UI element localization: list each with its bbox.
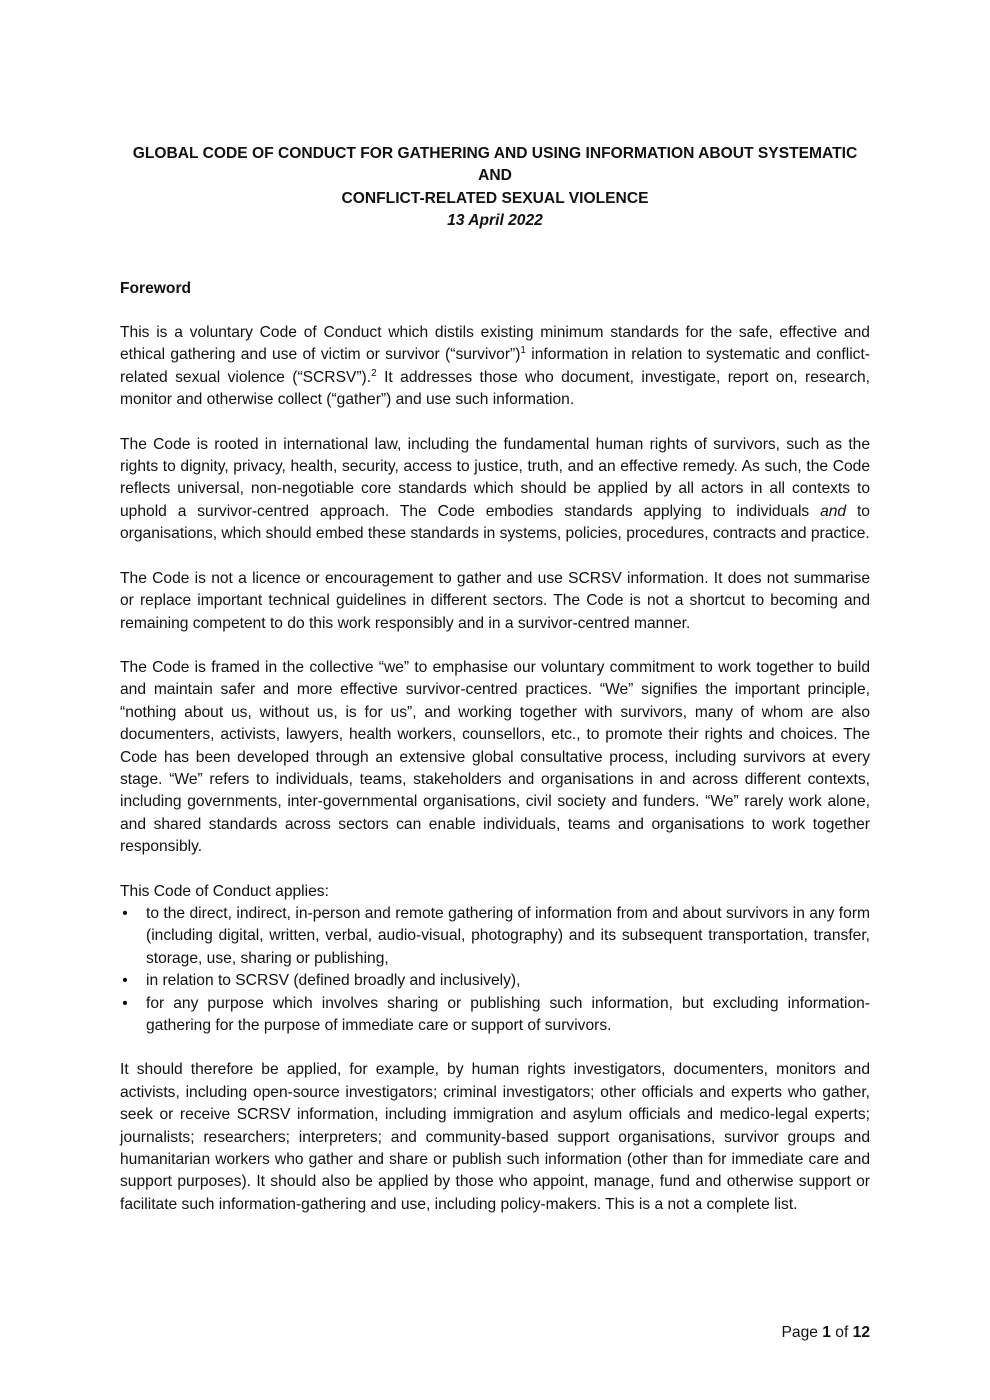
paragraph-2-part-a: The Code is rooted in international law, including the fundamental human rights of survivors, such as the rights to dignity, privacy, health, security, access to justice, truth, and an effective remedy. As such, the Code reflects universal, non-negotiable core standards which should be applied by all actors in all contexts to uphold a survivor-centred approach. The Code embodies standards applying to individuals xyxy=(120,435,870,520)
list-item xyxy=(122,993,870,1038)
page-number-middle: of xyxy=(830,1324,853,1341)
paragraph-5: It should therefore be applied, for example, by human rights investigators, documenters, monitors and activists, including open-source investigators; criminal investigators; other officials and experts who gather, seek or receive SCRSV information, including immigration and asylum officials and medico-legal experts; journalists; researchers; interpreters; and community-based support organisations, survivor groups and humanitarian workers who gather and share or publish such information (other than for immediate care and support purposes). It should also be applied by those who appoint, manage, fund and otherwise support or facilitate such information-gathering and use, including policy-makers. This is a not a complete list. xyxy=(120,1061,870,1213)
paragraph-1 xyxy=(120,322,870,412)
list-item xyxy=(122,970,870,992)
page-number-prefix: Page xyxy=(781,1324,823,1341)
document-page xyxy=(120,143,870,1238)
paragraph-2-emphasis: and xyxy=(820,502,847,520)
paragraph-2-part-b: to organisations, which should embed these standards in systems, policies, procedures, contracts and practice. xyxy=(120,502,870,543)
applies-lead: This Code of Conduct applies: xyxy=(120,882,329,900)
page-number-total: 12 xyxy=(852,1324,870,1341)
document-date: 13 April 2022 xyxy=(447,212,543,230)
paragraph-3: The Code is not a licence or encouragement to gather and use SCRSV information. It does not summarise or replace important technical guidelines in different sectors. The Code is not a shortcut to becoming and remaining competent to do this work responsibly and in a survivor-centred manner. xyxy=(120,569,870,632)
paragraph-1-part-b: information in relation to systematic and conflict-related sexual violence (“SCRSV”). xyxy=(120,346,870,386)
bullet-icon: • xyxy=(122,972,128,990)
list-item-text: in relation to SCRSV (defined broadly and inclusively), xyxy=(146,972,521,990)
document-title xyxy=(120,143,870,210)
page-number-current: 1 xyxy=(822,1324,831,1341)
bullet-icon: • xyxy=(122,904,128,922)
applies-list xyxy=(120,903,870,1037)
paragraph-1-part-a: This is a voluntary Code of Conduct which distils existing minimum standards for the safe, effective and ethical gathering and use of victim or survivor (“survivor”) xyxy=(120,324,870,364)
paragraph-1-part-c: It addresses those who document, investigate, report on, research, monitor and otherwise collect (“gather”) and use such information. xyxy=(120,368,871,409)
footnote-ref-1[interactable]: 1 xyxy=(520,345,526,357)
list-item-text: for any purpose which involves sharing or publishing such information, but excluding information-gathering for the purpose of immediate care or support of survivors. xyxy=(146,994,870,1034)
title-line-2: CONFLICT-RELATED SEXUAL VIOLENCE xyxy=(341,189,649,207)
page-number xyxy=(782,1322,870,1344)
list-item xyxy=(122,903,870,970)
paragraph-2 xyxy=(120,434,870,546)
bullet-icon: • xyxy=(122,994,128,1012)
list-item-text: to the direct, indirect, in-person and remote gathering of information from and about survivors in any form (including digital, written, verbal, audio-visual, photography) and its subsequent transportation, transfer, storage, use, sharing or publishing, xyxy=(146,904,870,967)
section-heading-foreword: Foreword xyxy=(120,279,192,297)
title-line-1: GLOBAL CODE OF CONDUCT FOR GATHERING AND USING INFORMATION ABOUT SYSTEMATIC AND xyxy=(132,145,858,185)
paragraph-4: The Code is framed in the collective “we” to emphasise our voluntary commitment to work together to build and maintain safer and more effective survivor-centred practices. “We” signifies the important principle, “nothing about us, without us, is for us”, and working together with survivors, many of whom are also documenters, activists, lawyers, health workers, counsellors, etc., to promote their rights and choices. The Code has been developed through an extensive global consultative process, including survivors at every stage. “We” refers to individuals, teams, stakeholders and organisations in and across different contexts, including governments, inter-governmental organisations, civil society and funders. “We” rarely work alone, and shared standards across sectors can enable individuals, teams and organisations to work together responsibly. xyxy=(120,658,870,856)
footnote-ref-2[interactable]: 2 xyxy=(371,367,377,379)
